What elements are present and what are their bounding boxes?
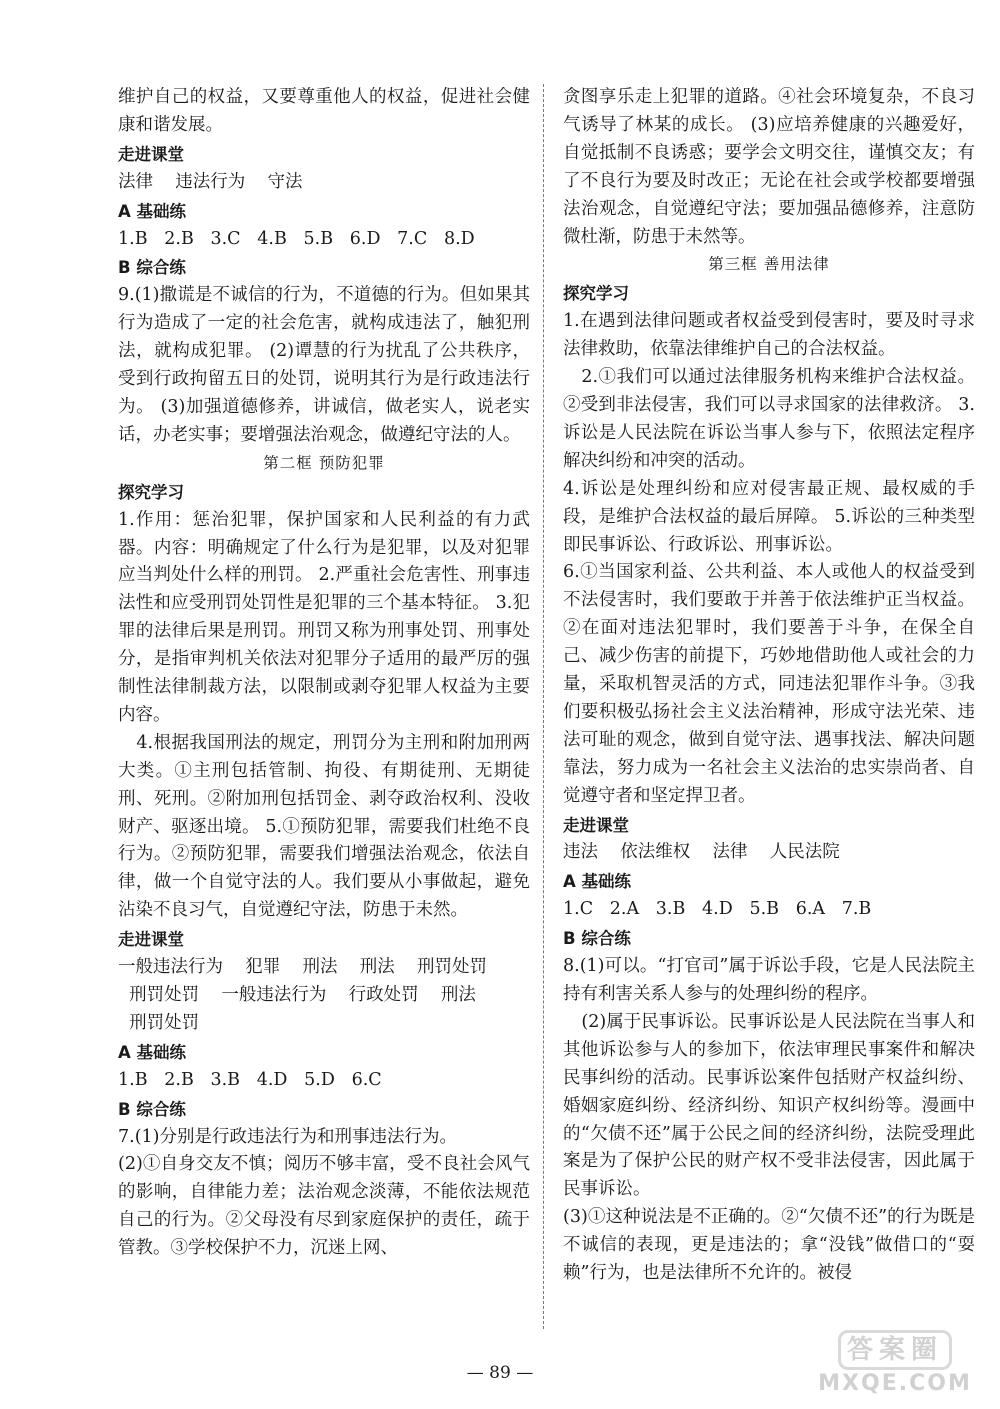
answer-paragraph: (3)①这种说法是不正确的。②“欠债不还”的行为既是不诚信的表现，更是违法的；拿“没钱”做借口的“耍赖”行为，也是法律所不允许的。被侵 <box>563 1207 975 1284</box>
section-heading: A 基础练 <box>118 201 187 221</box>
lesson-title: 第三框 善用法律 <box>708 255 830 274</box>
lesson-title: 第二框 预防犯罪 <box>263 453 385 472</box>
section-heading: 走进课堂 <box>118 930 184 950</box>
fill-blank-answers: 法律 违法行为 守法 <box>118 171 303 192</box>
section-heading: 探究学习 <box>118 482 184 502</box>
fill-blank-answers: 违法 依法维权 法律 人民法院 <box>563 842 840 863</box>
answer-paragraph: 贪图享乐走上犯罪的道路。④社会环境复杂，不良习气诱导了林某的成长。 (3)应培养健康的兴趣爱好，自觉抵制不良诱惑；要学会文明交往，谨慎交友；有了不良行为要及时改正；无论在社会或学校都要增强法治观念，自觉遵纪守法；要加强品德修养，注意防微杜渐，防患于未然等。 <box>563 87 975 247</box>
watermark-title: 答案圈 <box>838 1330 952 1370</box>
section-heading: B 综合练 <box>118 1099 186 1119</box>
section-heading: 走进课堂 <box>563 815 629 835</box>
answer-paragraph: 4.诉讼是处理纠纷和应对侵害最正规、最权威的手段，是维护合法权益的最后屏障。 5.诉讼的三种类型即民事诉讼、行政诉讼、刑事诉讼。 <box>563 478 975 555</box>
choice-answers: 1.C 2.A 3.B 4.D 5.B 6.A 7.B <box>563 899 872 920</box>
watermark-logo <box>805 1330 985 1402</box>
right-column <box>563 84 975 1288</box>
answer-paragraph: 2.①我们可以通过法律服务机构来维护合法权益。②受到非法侵害，我们可以寻求国家的法律救济。 3.诉讼是人民法院在诉讼当事人参与下，依照法定程序解决纠纷和冲突的活动。 <box>563 367 975 471</box>
answer-paragraph: (2)属于民事诉讼。民事诉讼是人民法院在当事人和其他诉讼参与人的参加下，依法审理民事案件和解决民事纠纷的活动。民事诉讼案件包括财产权益纠纷、婚姻家庭纠纷、经济纠纷、知识产权纠纷等。漫画中的“欠债不还”属于公民之间的经济纠纷，法院受理此案是为了保护公民的财产权不受非法侵害，因此属于民事诉讼。 <box>563 1011 975 1200</box>
column-divider <box>543 84 544 1329</box>
answer-paragraph: 1.在遇到法律问题或者权益受到侵害时，要及时寻求法律救助，依靠法律维护自己的合法权益。 <box>563 311 975 360</box>
section-heading: 走进课堂 <box>118 144 184 164</box>
choice-answers: 1.B 2.B 3.C 4.B 5.B 6.D 7.C 8.D <box>118 228 475 249</box>
answer-paragraph: 4.根据我国刑法的规定，刑罚分为主刑和附加刑两大类。①主刑包括管制、拘役、有期徒刑、无期徒刑、死刑。②附加刑包括罚金、剥夺政治权利、没收财产、驱逐出境。 5.①预防犯罪，需要我们杜绝不良行为。②预防犯罪，需要我们增强法治观念，依法自律，做一个自觉守法的人。我们要从小事做起，避免沾染不良习气，自觉遵纪守法，防患于未然。 <box>118 732 530 921</box>
section-heading: B 综合练 <box>563 929 631 949</box>
fill-blank-answers: 一般违法行为 犯罪 刑法 刑法 刑罚处罚 刑罚处罚 一般违法行为 行政处罚 刑法 刑罚处罚 <box>118 957 488 1033</box>
section-heading: A 基础练 <box>563 872 632 892</box>
page-number: — 89 — <box>466 1363 534 1383</box>
watermark-url: MXQE.COM <box>818 1371 972 1396</box>
answer-paragraph: 维护自己的权益，又要尊重他人的权益，促进社会健康和谐发展。 <box>118 87 530 135</box>
section-heading: B 综合练 <box>118 258 186 278</box>
answer-paragraph: 8.(1)可以。“打官司”属于诉讼手段，它是人民法院主持有利害关系人参与的处理纠纷的程序。 <box>563 956 975 1004</box>
answer-paragraph: 1.作用：惩治犯罪，保护国家和人民利益的有力武器。内容：明确规定了什么行为是犯罪，以及对犯罪应当判处什么样的刑罚。 2.严重社会危害性、刑事违法性和应受刑罚处罚性是犯罪的三个基本特征。 3.犯罪的法律后果是刑罚。刑罚又称为刑事处罚、刑事处分，是指审判机关依法对犯罪分子适用的最严厉的强制性法律制裁方法，以限制或剥夺犯罪人权益为主要内容。 <box>118 509 530 725</box>
section-heading: A 基础练 <box>118 1042 187 1062</box>
answer-paragraph: (2)①自身交友不慎；阅历不够丰富，受不良社会风气的影响，自律能力差；法治观念淡薄，不能依法规范自己的行为。②父母没有尽到家庭保护的责任，疏于管教。③学校保护不力，沉迷上网、 <box>118 1154 530 1259</box>
answer-paragraph: 7.(1)分别是行政违法行为和刑事违法行为。 <box>118 1126 457 1147</box>
section-heading: 探究学习 <box>563 284 629 304</box>
answer-paragraph: 9.(1)撒谎是不诚信的行为，不道德的行为。但如果其行为造成了一定的社会危害，就构成违法了，触犯刑法，就构成犯罪。 (2)谭慧的行为扰乱了公共秩序，受到行政拘留五日的处罚，说明其行为是行政违法行为。 (3)加强道德修养，讲诚信，做老实人，说老实话，办老实事；要增强法治观念，做遵纪守法的人。 <box>118 285 530 445</box>
left-column <box>118 84 530 1263</box>
choice-answers: 1.B 2.B 3.B 4.D 5.D 6.C <box>118 1069 382 1090</box>
answer-paragraph: 6.①当国家利益、公共利益、本人或他人的权益受到不法侵害时，我们要敢于并善于依法维护正当权益。②在面对违法犯罪时，我们要善于斗争，在保全自己、减少伤害的前提下，巧妙地借助他人或社会的力量，采取机智灵活的方式，同违法犯罪作斗争。③我们要积极弘扬社会主义法治精神，形成守法光荣、违法可耻的观念，做到自觉守法、遇事找法、解决问题靠法，努力成为一名社会主义法治的忠实崇尚者、自觉遵守者和坚定捍卫者。 <box>563 562 975 806</box>
